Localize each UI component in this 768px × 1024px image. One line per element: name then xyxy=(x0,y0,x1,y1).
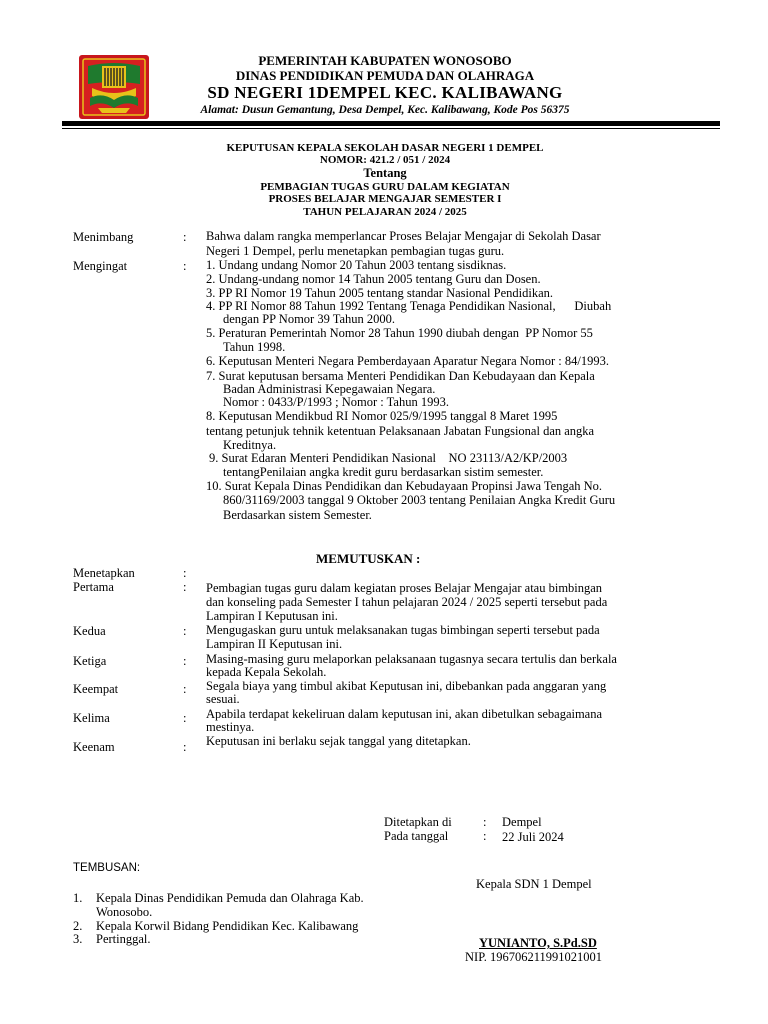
keempat-text: Segala biaya yang timbul akibat Keputusan ini, dibebankan pada anggaran yang xyxy=(206,679,607,693)
government-heading: PEMERINTAH KABUPATEN WONOSOBO xyxy=(258,53,512,68)
cc-item: Kepala Dinas Pendidikan Pemuda dan Olahraga Kab. xyxy=(96,891,364,905)
mengingat-item-continuation: Nomor : 0433/P/1993 ; Nomor : Tahun 1993. xyxy=(223,395,449,409)
menetapkan-label: Menetapkan xyxy=(73,566,135,580)
cc-number: 1. xyxy=(73,891,83,905)
keempat-text: sesuai. xyxy=(206,692,240,706)
decree-subject-line-3: TAHUN PELAJARAN 2024 / 2025 xyxy=(303,206,467,218)
menetapkan-colon: : xyxy=(183,566,187,580)
mengingat-item: 6. Keputusan Menteri Negara Pemberdayaan Aparatur Negara Nomor : 84/1993. xyxy=(206,354,609,368)
letterhead-rule-thick xyxy=(62,121,720,126)
mengingat-item: 2. Undang-undang nomor 14 Tahun 2005 tentang Guru dan Dosen. xyxy=(206,272,541,286)
decree-subject-line-2: PROSES BELAJAR MENGAJAR SEMESTER I xyxy=(268,193,502,205)
kelima-text: mestinya. xyxy=(206,720,255,734)
mengingat-item: 9. Surat Edaran Menteri Pendidikan Nasional NO 23113/A2/KP/2003 xyxy=(209,451,568,465)
cc-number: 2. xyxy=(73,919,83,933)
menimbang-colon: : xyxy=(183,230,187,244)
place-colon: : xyxy=(483,815,487,829)
department-heading: DINAS PENDIDIKAN PEMUDA DAN OLAHRAGA xyxy=(235,68,535,83)
kedua-text: Lampiran II Keputusan ini. xyxy=(206,637,343,651)
mengingat-item: 5. Peraturan Pemerintah Nomor 28 Tahun 1990 diubah dengan PP Nomor 55 xyxy=(206,326,593,340)
decree-subject-line-1: PEMBAGIAN TUGAS GURU DALAM KEGIATAN xyxy=(260,181,510,193)
ketiga-label: Ketiga xyxy=(73,654,107,668)
mengingat-item: 3. PP RI Nomor 19 Tahun 2005 tentang standar Nasional Pendidikan. xyxy=(206,286,554,300)
keenam-colon: : xyxy=(183,740,187,754)
kedua-text: Mengugaskan guru untuk melaksanakan tugas bimbingan seperti tersebut pada xyxy=(206,623,600,637)
mengingat-item-continuation: tentangPenilaian angka kredit guru berdasarkan sistim semester. xyxy=(223,465,544,479)
cc-item: Pertinggal. xyxy=(96,932,151,946)
pertama-colon: : xyxy=(183,580,187,594)
signatory-nip: NIP. 196706211991021001 xyxy=(465,950,603,964)
keempat-label: Keempat xyxy=(73,682,119,696)
school-name: SD NEGERI 1DEMPEL KEC. KALIBAWANG xyxy=(207,83,563,102)
decision-heading: MEMUTUSKAN : xyxy=(316,551,421,566)
mengingat-item-continuation: 860/31169/2003 tanggal 9 Oktober 2003 tentang Penilaian Angka Kredit Guru xyxy=(223,493,616,507)
mengingat-item-continuation: Berdasarkan sistem Semester. xyxy=(223,508,372,522)
mengingat-colon: : xyxy=(183,259,187,273)
pertama-label: Pertama xyxy=(73,580,114,594)
letterhead-rule-thin xyxy=(62,128,720,129)
cc-item-continuation: Wonosobo. xyxy=(96,905,153,919)
mengingat-item-continuation: Badan Administrasi Kepegawaian Negara. xyxy=(223,382,436,396)
date-label: Pada tanggal xyxy=(384,829,449,843)
date-value: 22 Juli 2024 xyxy=(502,830,564,844)
kedua-label: Kedua xyxy=(73,624,106,638)
decree-about: Tentang xyxy=(363,166,407,180)
menimbang-label: Menimbang xyxy=(73,230,134,244)
keenam-text: Keputusan ini berlaku sejak tanggal yang ditetapkan. xyxy=(206,734,471,748)
regency-emblem-logo xyxy=(78,54,150,120)
school-address: Alamat: Dusun Gemantung, Desa Dempel, Kec. Kalibawang, Kode Pos 56375 xyxy=(200,104,570,116)
cc-item: Kepala Korwil Bidang Pendidikan Kec. Kalibawang xyxy=(96,919,359,933)
pertama-text: Lampiran I Keputusan ini. xyxy=(206,609,338,623)
decree-title: KEPUTUSAN KEPALA SEKOLAH DASAR NEGERI 1 DEMPEL xyxy=(226,142,544,154)
pertama-text: Pembagian tugas guru dalam kegiatan proses Belajar Mengajar atau bimbingan xyxy=(206,581,603,595)
keenam-label: Keenam xyxy=(73,740,115,754)
ketiga-text: kepada Kepala Sekolah. xyxy=(206,665,327,679)
date-colon: : xyxy=(483,829,487,843)
cc-heading: TEMBUSAN: xyxy=(73,862,141,874)
kelima-colon: : xyxy=(183,711,187,725)
ketiga-text: Masing-masing guru melaporkan pelaksanaan tugasnya secara tertulis dan berkala xyxy=(206,652,617,666)
keempat-colon: : xyxy=(183,682,187,696)
menimbang-text-line-2: Negeri 1 Dempel, perlu menetapkan pembagian tugas guru. xyxy=(206,244,505,258)
mengingat-item: 4. PP RI Nomor 88 Tahun 1992 Tentang Tenaga Pendidikan Nasional, Diubah xyxy=(206,299,612,313)
ketiga-colon: : xyxy=(183,654,187,668)
mengingat-item: 10. Surat Kepala Dinas Pendidikan dan Kebudayaan Propinsi Jawa Tengah No. xyxy=(206,479,603,493)
kelima-label: Kelima xyxy=(73,711,110,725)
mengingat-item: 1. Undang undang Nomor 20 Tahun 2003 tentang sisdiknas. xyxy=(206,258,507,272)
mengingat-item-continuation: Kreditnya. xyxy=(223,438,277,452)
place-value: Dempel xyxy=(502,815,542,829)
pertama-text: dan konseling pada Semester I tahun pelajaran 2024 / 2025 seperti tersebut pada xyxy=(206,595,608,609)
mengingat-item-continuation: tentang petunjuk tehnik ketentuan Pelaksanaan Jabatan Fungsional dan angka xyxy=(206,424,595,438)
kelima-text: Apabila terdapat kekeliruan dalam keputusan ini, akan dibetulkan sebagaimana xyxy=(206,707,603,721)
mengingat-item: 7. Surat keputusan bersama Menteri Pendidikan Dan Kebudayaan dan Kepala xyxy=(206,369,595,383)
mengingat-item: 8. Keputusan Mendikbud RI Nomor 025/9/1995 tanggal 8 Maret 1995 xyxy=(206,409,558,423)
place-label: Ditetapkan di xyxy=(384,815,452,829)
signatory-name: YUNIANTO, S.Pd.SD xyxy=(479,936,597,950)
cc-number: 3. xyxy=(73,932,83,946)
mengingat-item-continuation: dengan PP Nomor 39 Tahun 2000. xyxy=(223,312,396,326)
signatory-role: Kepala SDN 1 Dempel xyxy=(476,877,592,891)
mengingat-item-continuation: Tahun 1998. xyxy=(223,340,286,354)
decree-number: NOMOR: 421.2 / 051 / 2024 xyxy=(319,154,451,166)
kedua-colon: : xyxy=(183,624,187,638)
menimbang-text-line-1: Bahwa dalam rangka memperlancar Proses Belajar Mengajar di Sekolah Dasar xyxy=(206,229,601,243)
mengingat-label: Mengingat xyxy=(73,259,128,273)
